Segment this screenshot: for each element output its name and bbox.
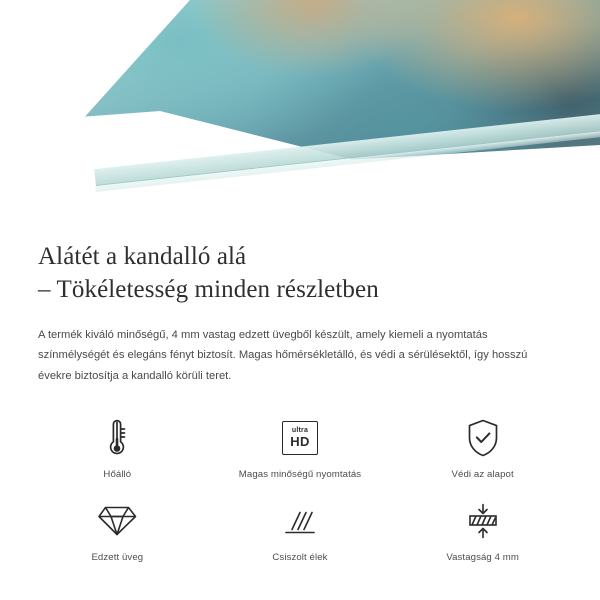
feature-label: Hőálló <box>103 468 132 480</box>
shield-check-icon <box>465 415 501 461</box>
page-title-line-1: Alátét a kandalló alá <box>38 243 247 270</box>
text-content <box>0 222 600 387</box>
feature-protects-surface <box>391 415 574 480</box>
polished-edges-icon <box>280 498 320 544</box>
page-title <box>38 240 562 307</box>
product-description-paragraph: A termék kiváló minőségű, 4 mm vastag edzett üvegből készült, amely kiemeli a nyomtatás színmélységét és elegáns fényt biztosít. Magas hőmérsékletálló, és védi a sérülésektől, így hosszú évekre biztosítja a kandalló körüli teret. <box>38 328 528 382</box>
page-title-line-2: – Tökéletesség minden részletben <box>38 276 379 304</box>
feature-label: Csiszolt élek <box>272 551 328 563</box>
feature-tempered-glass <box>26 498 209 563</box>
hero-product-image <box>0 0 600 222</box>
ultra-hd-badge-top: ultra <box>291 427 309 435</box>
feature-label: Edzett üveg <box>91 551 144 563</box>
feature-grid <box>0 415 600 563</box>
feature-label: Védi az alapot <box>451 468 514 480</box>
diamond-icon <box>97 498 137 544</box>
feature-label: Magas minőségű nyomtatás <box>238 468 362 480</box>
feature-label: Vastagság 4 mm <box>446 551 519 563</box>
thickness-icon <box>463 498 503 544</box>
thermometer-icon <box>104 415 130 461</box>
feature-high-quality-print <box>209 415 392 480</box>
feature-heat-resistant <box>26 415 209 480</box>
ultra-hd-badge-bottom: HD <box>290 433 310 449</box>
feature-polished-edges <box>209 498 392 563</box>
ultra-hd-icon <box>282 415 318 461</box>
feature-thickness <box>391 498 574 563</box>
